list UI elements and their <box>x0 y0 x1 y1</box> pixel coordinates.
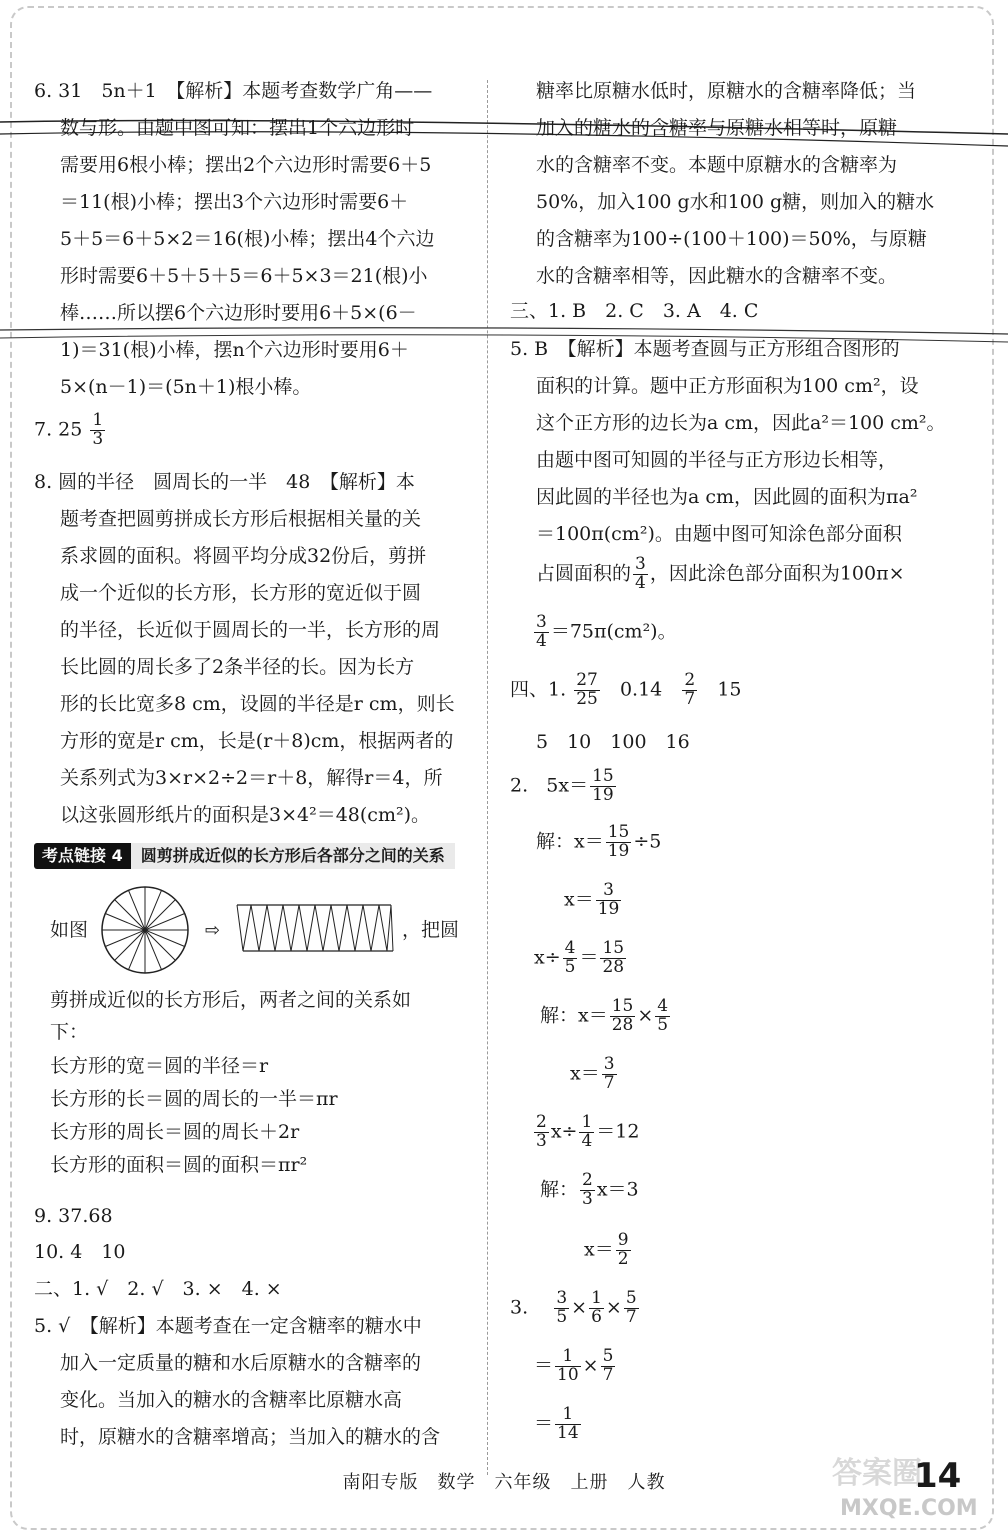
text-line <box>534 1406 583 1443</box>
fraction: $\frac{15}{19}$ <box>607 822 630 861</box>
fraction: $\frac{15}{28}$ <box>602 938 625 977</box>
text-line <box>532 614 677 651</box>
text-span: x＝ <box>564 888 594 911</box>
text-span: x÷ <box>550 1120 578 1143</box>
text-line: 1)＝31(根)小棒，摆n个六边形时要用6＋ <box>60 339 409 361</box>
fraction: $\frac{3}{19}$ <box>597 880 620 919</box>
text-line: ＝100π(cm²)。由题中图可知涂色部分面积 <box>536 523 902 545</box>
text-line <box>536 556 905 593</box>
text-span: ，因此涂色部分面积为100π× <box>649 562 905 585</box>
text-span: 解：x＝ <box>540 1004 608 1027</box>
fraction: $\frac{27}{25}$ <box>576 670 598 709</box>
fraction: $\frac{15}{19}$ <box>592 766 614 805</box>
text-line: 面积的计算。题中正方形面积为100 cm²，设 <box>536 375 919 397</box>
text-line <box>540 998 672 1035</box>
column-divider <box>487 80 488 1475</box>
text-line: 长方形的周长＝圆的周长＋2r <box>50 1121 300 1143</box>
fraction: $\frac{2}{3}$ <box>582 1170 593 1209</box>
text-line: 由题中图可知圆的半径与正方形边长相等， <box>536 449 898 471</box>
text-line <box>534 940 628 977</box>
text-line: 糖率比原糖水低时，原糖水的含糖率降低；当 <box>536 80 917 102</box>
watermark-url: MXQE.COM <box>840 1496 978 1521</box>
fraction: $\frac{3}{5}$ <box>556 1288 568 1327</box>
text-line: 方形的宽是r cm，长是(r＋8)cm，根据两者的 <box>60 730 454 752</box>
text-line: 5. B 【解析】本题考查圆与正方形组合图形的 <box>510 338 900 360</box>
fraction: $\frac{2}{7}$ <box>684 670 696 709</box>
fraction: $\frac{1}{10}$ <box>557 1346 579 1385</box>
fraction: $\frac{5}{7}$ <box>602 1346 614 1385</box>
text-line: 成一个近似的长方形，长方形的宽近似于圆 <box>60 582 422 604</box>
text-span: ＝12 <box>596 1120 640 1143</box>
text-line: 加入的糖水的含糖率与原糖水相等时，原糖 <box>536 117 898 139</box>
circle-sector-diagram <box>100 885 190 975</box>
text-line <box>536 824 661 861</box>
text-line: 数与形。由题中图可知：摆出1个六边形时 <box>60 117 415 139</box>
fraction: $\frac{1}{6}$ <box>591 1288 602 1327</box>
text-span: 0.14 <box>619 678 663 701</box>
text-span: x＝3 <box>596 1178 639 1201</box>
text-line: 下： <box>50 1021 89 1043</box>
fraction: $\frac{4}{5}$ <box>564 938 576 977</box>
text-line: 这个正方形的边长为a cm，因此a²＝100 cm²。 <box>536 412 946 434</box>
text-line: 形的长比宽多8 cm，设圆的半径是r cm，则长 <box>60 693 455 715</box>
fraction: $\frac{1}{3}$ <box>92 410 104 449</box>
text-line: 10. 4 10 <box>34 1241 126 1263</box>
text-span: x＝ <box>570 1062 600 1085</box>
text-span: × <box>637 1004 654 1027</box>
text-line: 形时需要6＋5＋5＋5＝6＋5×3＝21(根)小 <box>60 265 428 287</box>
text-span: 3. <box>510 1296 529 1319</box>
text-span: 解：x＝ <box>536 830 604 853</box>
text-line: 系求圆的面积。将圆平均分成32份后，剪拼 <box>60 545 427 567</box>
text-span: ＝ <box>534 1354 554 1377</box>
text-span: x＝ <box>584 1238 614 1261</box>
answer-7-text: 7. 25 <box>34 418 83 441</box>
text-line <box>570 1056 619 1093</box>
fraction: $\frac{1}{4}$ <box>581 1112 593 1151</box>
fraction: $\frac{4}{5}$ <box>657 996 669 1035</box>
text-line: 因此圆的半径也为a cm，因此圆的面积为πa² <box>536 486 918 508</box>
text-span: ＝75π(cm²)。 <box>550 620 677 643</box>
fraction: $\frac{5}{7}$ <box>625 1288 637 1327</box>
text-line: 5. √ 【解析】本题考查在一定含糖率的糖水中 <box>34 1315 422 1337</box>
figure-caption-right: ，把圆 <box>402 919 460 941</box>
text-line: 长方形的宽＝圆的半径＝r <box>50 1055 269 1077</box>
text-line: ＝ $\frac{1}{10}$ × $\frac{5}{7}$ <box>534 1346 614 1385</box>
tag-text: 圆剪拼成近似的长方形后各部分之间的关系 <box>131 843 455 869</box>
fraction: $\frac{3}{7}$ <box>603 1054 615 1093</box>
fraction: $\frac{3}{4}$ <box>536 612 547 651</box>
text-span: 5x＝ <box>546 774 589 797</box>
text-line: 5×(n－1)＝(5n＋1)根小棒。 <box>60 376 312 398</box>
text-line <box>584 1232 633 1269</box>
fraction: $\frac{9}{2}$ <box>617 1230 629 1269</box>
text-line: 水的含糖率相等，因此糖水的含糖率不变。 <box>536 265 898 287</box>
text-line: 三、1. B 2. C 3. A 4. C <box>510 300 759 322</box>
watermark-logo: 答案圈 <box>832 1456 922 1491</box>
fraction: $\frac{3}{4}$ <box>635 554 646 593</box>
text-line: 加入一定质量的糖和水后原糖水的含糖率的 <box>60 1352 422 1374</box>
text-line: 3. $\frac{3}{5}$ × $\frac{1}{6}$ × $\frac{5}{7}$ <box>510 1288 637 1327</box>
rectangle-strip-diagram <box>235 903 395 953</box>
text-line: 6. 31 5n＋1 【解析】本题考查数学广角—— <box>34 80 433 102</box>
text-span: ＝ <box>579 946 599 969</box>
footer-text: 南阳专版 数学 六年级 上册 人教 <box>342 1472 666 1493</box>
text-span: ＝ <box>534 1412 554 1435</box>
text-line: 9. 37.68 <box>34 1205 113 1227</box>
text-line: 二、1. √ 2. √ 3. × 4. × <box>34 1278 282 1300</box>
text-line: 需要用6根小棒；摆出2个六边形时需要6＋5 <box>60 154 432 176</box>
text-line: 题考查把圆剪拼成长方形后根据相关量的关 <box>60 508 422 530</box>
fraction: $\frac{15}{28}$ <box>611 996 634 1035</box>
text-span: 15 <box>717 678 742 701</box>
text-line: 长比圆的周长多了2条半径的长。因为长方 <box>60 656 415 678</box>
text-span: 解： <box>540 1178 579 1201</box>
tag-label: 考点链接 4 <box>34 843 131 869</box>
text-line: 50%，加入100 g水和100 g糖，则加入的糖水 <box>536 191 935 213</box>
text-line <box>510 672 742 709</box>
text-line: 的半径，长近似于圆周长的一半，长方形的周 <box>60 619 441 641</box>
text-line: 剪拼成近似的长方形后，两者之间的关系如 <box>50 989 412 1011</box>
text-line: 变化。当加入的糖水的含糖率比原糖水高 <box>60 1389 403 1411</box>
text-line: 以这张圆形纸片的面积是3×4²＝48(cm²)。 <box>60 804 430 826</box>
text-line: 长方形的长＝圆的周长的一半＝πr <box>50 1088 338 1110</box>
text-span: ÷5 <box>633 830 662 853</box>
text-line: 长方形的面积＝圆的面积＝πr² <box>50 1154 308 1176</box>
text-span: 2. <box>510 774 529 797</box>
answer-7 <box>34 412 107 449</box>
text-line: ＝11(根)小棒；摆出3个六边形时需要6＋ <box>60 191 409 213</box>
text-line: 棒……所以摆6个六边形时要用6＋5×(6－ <box>60 302 417 324</box>
knowledge-link-tag <box>34 843 455 869</box>
text-line <box>510 768 618 805</box>
text-span: 四、1. <box>510 678 567 701</box>
fraction: $\frac{2}{3}$ <box>536 1112 547 1151</box>
text-span: 占圆面积的 <box>536 562 632 585</box>
fraction: $\frac{1}{14}$ <box>557 1404 579 1443</box>
text-line: 5＋5＝6＋5×2＝16(根)小棒；摆出4个六边 <box>60 228 435 250</box>
figure-caption-left: 如图 <box>50 919 89 941</box>
text-line: 8. 圆的半径 圆周长的一半 48 【解析】本 <box>34 471 415 493</box>
text-line: 水的含糖率不变。本题中原糖水的含糖率为 <box>536 154 898 176</box>
text-line <box>564 882 623 919</box>
arrow-right-icon: ⇨ <box>205 920 221 941</box>
text-line <box>540 1172 639 1209</box>
text-line: 关系列式为3×r×2÷2＝r＋8，解得r＝4，所 <box>60 767 443 789</box>
text-line: 5 10 100 16 <box>536 731 690 753</box>
text-line: 时，原糖水的含糖率增高；当加入的糖水的含 <box>60 1426 441 1448</box>
text-line <box>532 1114 639 1151</box>
text-span: x÷ <box>534 946 561 969</box>
text-line: 的含糖率为100÷(100＋100)＝50%，与原糖 <box>536 228 927 250</box>
page-number: 14 <box>914 1456 962 1496</box>
